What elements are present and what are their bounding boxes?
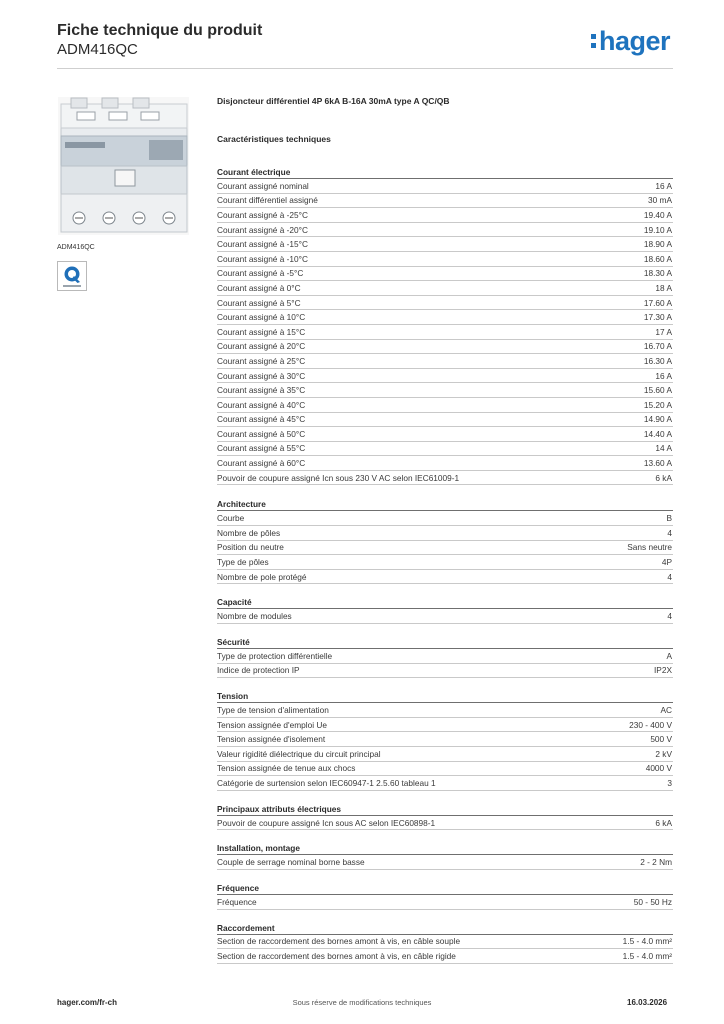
spec-row bbox=[217, 369, 673, 384]
spec-value: AC bbox=[660, 705, 672, 716]
spec-section bbox=[217, 499, 673, 584]
spec-row bbox=[217, 179, 673, 194]
spec-row bbox=[217, 442, 673, 457]
spec-sections bbox=[217, 167, 673, 964]
spec-key: Courant assigné à 50°C bbox=[217, 428, 306, 439]
spec-value: 50 - 50 Hz bbox=[633, 896, 672, 907]
spec-section bbox=[217, 804, 673, 831]
spec-value: 3 bbox=[667, 777, 672, 788]
spec-value: 16.30 A bbox=[643, 355, 672, 366]
spec-key: Courant assigné à -15°C bbox=[217, 239, 308, 250]
spec-value: 2 kV bbox=[655, 748, 672, 759]
spec-value: 17 A bbox=[655, 326, 672, 337]
specs-title: Caractéristiques techniques bbox=[217, 134, 331, 144]
page-title: Fiche technique du produit bbox=[57, 22, 263, 39]
spec-row bbox=[217, 555, 673, 570]
spec-value: Sans neutre bbox=[627, 542, 672, 553]
spec-key: Courant assigné à 60°C bbox=[217, 458, 306, 469]
spec-row bbox=[217, 252, 673, 267]
header-divider bbox=[57, 68, 673, 69]
footer-website[interactable]: hager.com/fr-ch bbox=[57, 998, 118, 1007]
hager-logo[interactable] bbox=[591, 28, 670, 55]
spec-key: Type de protection différentielle bbox=[217, 650, 333, 661]
spec-row bbox=[217, 855, 673, 870]
spec-row bbox=[217, 194, 673, 209]
section-title: Fréquence bbox=[217, 883, 673, 895]
spec-row bbox=[217, 223, 673, 238]
spec-row bbox=[217, 732, 673, 747]
spec-value: 6 kA bbox=[655, 472, 672, 483]
spec-value: 18 A bbox=[655, 282, 672, 293]
spec-row bbox=[217, 935, 673, 950]
spec-row bbox=[217, 703, 673, 718]
spec-key: Courant assigné à 20°C bbox=[217, 341, 306, 352]
logo-text: hager bbox=[599, 26, 671, 56]
spec-value: 18.30 A bbox=[643, 268, 672, 279]
spec-key: Nombre de pole protégé bbox=[217, 571, 307, 582]
spec-row bbox=[217, 511, 673, 526]
spec-row bbox=[217, 541, 673, 556]
spec-value: 2 - 2 Nm bbox=[640, 857, 672, 868]
spec-row bbox=[217, 609, 673, 624]
spec-key: Courant assigné à 55°C bbox=[217, 443, 306, 454]
spec-key: Courant assigné à 0°C bbox=[217, 282, 301, 293]
spec-section bbox=[217, 843, 673, 870]
spec-value: 4 bbox=[667, 611, 672, 622]
spec-row bbox=[217, 570, 673, 585]
spec-value: 1.5 - 4.0 mm² bbox=[622, 950, 672, 961]
spec-key: Couple de serrage nominal borne basse bbox=[217, 857, 365, 868]
spec-row bbox=[217, 354, 673, 369]
spec-key: Indice de protection IP bbox=[217, 665, 300, 676]
section-title: Sécurité bbox=[217, 637, 673, 649]
spec-key: Courant assigné à 30°C bbox=[217, 370, 306, 381]
spec-key: Catégorie de surtension selon IEC60947-1 2.5.60 tableau 1 bbox=[217, 777, 436, 788]
spec-value: 14.90 A bbox=[643, 414, 672, 425]
spec-row bbox=[217, 427, 673, 442]
spec-row bbox=[217, 325, 673, 340]
spec-key: Tension assignée d'emploi Ue bbox=[217, 719, 327, 730]
section-title: Tension bbox=[217, 691, 673, 703]
spec-key: Courant assigné à -10°C bbox=[217, 253, 308, 264]
section-title: Installation, montage bbox=[217, 843, 673, 855]
spec-row bbox=[217, 762, 673, 777]
section-title: Architecture bbox=[217, 499, 673, 511]
spec-row bbox=[217, 340, 673, 355]
spec-key: Nombre de pôles bbox=[217, 527, 281, 538]
spec-key: Courant différentiel assigné bbox=[217, 195, 318, 206]
spec-row bbox=[217, 471, 673, 486]
section-title: Principaux attributs électriques bbox=[217, 804, 673, 816]
spec-value: 4P bbox=[661, 557, 672, 568]
spec-section bbox=[217, 691, 673, 791]
page-subtitle: ADM416QC bbox=[57, 41, 138, 58]
spec-key: Tension assignée de tenue aux chocs bbox=[217, 763, 356, 774]
spec-value: 15.60 A bbox=[643, 385, 672, 396]
spec-key: Position du neutre bbox=[217, 542, 284, 553]
product-image-label: ADM416QC bbox=[57, 244, 95, 251]
spec-value: 14 A bbox=[655, 443, 672, 454]
spec-section bbox=[217, 923, 673, 964]
spec-value: B bbox=[666, 513, 672, 524]
spec-value: 16 A bbox=[655, 370, 672, 381]
spec-row bbox=[217, 267, 673, 282]
spec-value: 1.5 - 4.0 mm² bbox=[622, 936, 672, 947]
quality-mark-q-icon bbox=[57, 261, 87, 291]
footer-date: 16.03.2026 bbox=[627, 998, 668, 1007]
spec-value: 4 bbox=[667, 527, 672, 538]
spec-value: 230 - 400 V bbox=[629, 719, 672, 730]
spec-key: Type de pôles bbox=[217, 557, 269, 568]
spec-key: Pouvoir de coupure assigné Icn sous 230 V AC selon IEC61009-1 bbox=[217, 472, 460, 483]
spec-value: 13.60 A bbox=[643, 458, 672, 469]
spec-key: Courbe bbox=[217, 513, 245, 524]
spec-row bbox=[217, 383, 673, 398]
spec-key: Valeur rigidité diélectrique du circuit principal bbox=[217, 748, 381, 759]
spec-row bbox=[217, 237, 673, 252]
spec-key: Courant assigné à 10°C bbox=[217, 312, 306, 323]
spec-value: IP2X bbox=[654, 665, 672, 676]
spec-row bbox=[217, 526, 673, 541]
spec-key: Courant assigné nominal bbox=[217, 180, 309, 191]
spec-key: Courant assigné à 35°C bbox=[217, 385, 306, 396]
spec-value: 30 mA bbox=[648, 195, 672, 206]
spec-key: Courant assigné à -20°C bbox=[217, 224, 308, 235]
section-title: Capacité bbox=[217, 597, 673, 609]
spec-key: Courant assigné à 40°C bbox=[217, 399, 306, 410]
spec-row bbox=[217, 949, 673, 964]
spec-key: Courant assigné à 5°C bbox=[217, 297, 301, 308]
spec-value: A bbox=[666, 650, 672, 661]
spec-section bbox=[217, 597, 673, 624]
spec-row bbox=[217, 281, 673, 296]
spec-row bbox=[217, 310, 673, 325]
spec-key: Tension assignée d'isolement bbox=[217, 734, 326, 745]
main-content bbox=[217, 96, 673, 964]
spec-section bbox=[217, 637, 673, 678]
spec-key: Nombre de modules bbox=[217, 611, 292, 622]
spec-value: 14.40 A bbox=[643, 428, 672, 439]
product-name: Disjoncteur différentiel 4P 6kA B-16A 30mA type A QC/QB bbox=[217, 96, 450, 106]
spec-row bbox=[217, 208, 673, 223]
spec-value: 16.70 A bbox=[643, 341, 672, 352]
spec-value: 16 A bbox=[655, 180, 672, 191]
spec-value: 17.30 A bbox=[643, 312, 672, 323]
spec-row bbox=[217, 895, 673, 910]
spec-key: Type de tension d'alimentation bbox=[217, 705, 329, 716]
spec-value: 17.60 A bbox=[643, 297, 672, 308]
spec-row bbox=[217, 413, 673, 428]
spec-value: 19.10 A bbox=[643, 224, 672, 235]
spec-key: Pouvoir de coupure assigné Icn sous AC selon IEC60898-1 bbox=[217, 817, 436, 828]
spec-row bbox=[217, 649, 673, 664]
spec-value: 4000 V bbox=[645, 763, 672, 774]
spec-row bbox=[217, 816, 673, 831]
spec-value: 15.20 A bbox=[643, 399, 672, 410]
spec-value: 4 bbox=[667, 571, 672, 582]
spec-key: Courant assigné à -5°C bbox=[217, 268, 304, 279]
spec-key: Fréquence bbox=[217, 896, 257, 907]
section-title: Courant électrique bbox=[217, 167, 673, 179]
spec-key: Section de raccordement des bornes amont à vis, en câble rigide bbox=[217, 950, 456, 961]
circuit-breaker-4p-image bbox=[57, 96, 190, 236]
spec-value: 6 kA bbox=[655, 817, 672, 828]
footer-disclaimer: Sous réserve de modifications techniques bbox=[292, 998, 432, 1007]
section-title: Raccordement bbox=[217, 923, 673, 935]
spec-row bbox=[217, 456, 673, 471]
spec-row bbox=[217, 398, 673, 413]
spec-value: 18.60 A bbox=[643, 253, 672, 264]
spec-row bbox=[217, 747, 673, 762]
spec-key: Section de raccordement des bornes amont à vis, en câble souple bbox=[217, 936, 461, 947]
spec-row bbox=[217, 718, 673, 733]
spec-value: 500 V bbox=[650, 734, 672, 745]
spec-key: Courant assigné à 25°C bbox=[217, 355, 306, 366]
spec-key: Courant assigné à 45°C bbox=[217, 414, 306, 425]
spec-key: Courant assigné à 15°C bbox=[217, 326, 306, 337]
spec-value: 19.40 A bbox=[643, 209, 672, 220]
spec-section bbox=[217, 883, 673, 910]
spec-row bbox=[217, 776, 673, 791]
spec-row bbox=[217, 296, 673, 311]
spec-value: 18.90 A bbox=[643, 239, 672, 250]
spec-section bbox=[217, 167, 673, 485]
spec-row bbox=[217, 664, 673, 679]
spec-key: Courant assigné à -25°C bbox=[217, 209, 308, 220]
logo-dots-icon bbox=[591, 34, 597, 50]
